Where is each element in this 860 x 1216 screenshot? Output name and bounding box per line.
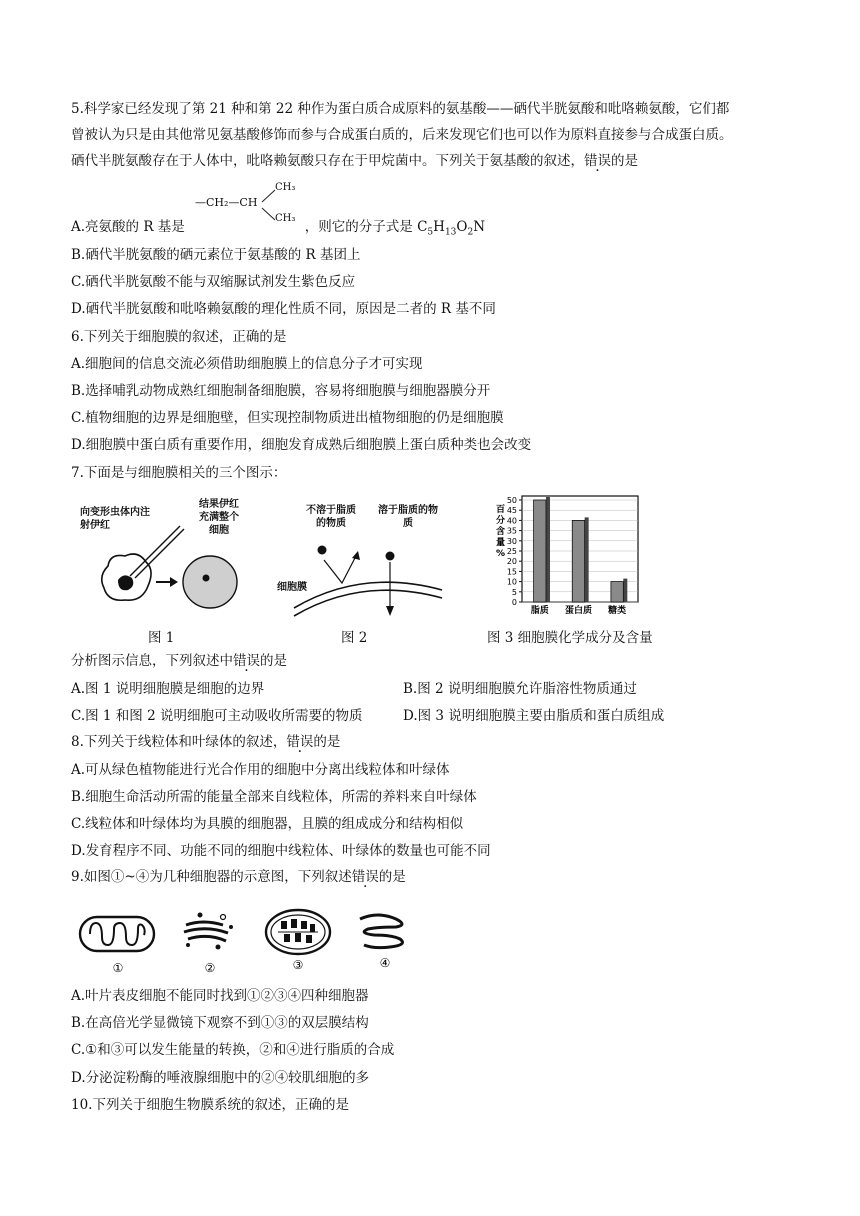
q7-analysis: 分析图示信息，下列叙述中错误的是 [71,653,287,669]
figure-2-membrane [272,498,452,618]
organelle-label-2: ② [204,961,216,975]
fig2-label-a: 不溶于脂质的物质 [306,505,356,529]
q5-option-b: B.硒代半胱氨酸的硒元素位于氨基酸的 R 基团上 [71,247,361,263]
q8-option-a: A.可从绿色植物能进行光合作用的细胞中分离出线粒体和叶绿体 [71,762,450,778]
fig1-label-right: 结果伊红充满整个细胞 [199,499,239,536]
q8-option-d: D.发育程序不同、功能不同的细胞中线粒体、叶绿体的数量也可能不同 [71,843,491,859]
y-tick-label: 20 [506,557,517,567]
chart-ylabel-char: 百 [496,505,506,515]
golgi-apparatus-icon [184,913,233,950]
chloroplast-icon [266,910,330,954]
fig1-label-left: 向变形虫体内注射伊红 [80,507,150,531]
q9-option-c: C.①和③可以发生能量的转换，②和④进行脂质的合成 [71,1042,395,1058]
q5-line2: 曾被认为只是由其他常见氨基酸修饰而参与合成蛋白质的，后来发现它们也可以作为原料直接参与合成蛋白质。 [71,127,733,143]
q7-option-c: C.图 1 和图 2 说明细胞可主动吸收所需要的物质 [71,708,363,724]
q6-option-c: C.植物细胞的边界是细胞壁，但实现控制物质进出植物细胞的仍是细胞膜 [71,410,504,426]
x-tick-label: 脂质 [530,606,549,616]
formula-ch3-top: CH₃ [275,182,296,193]
q7-option-a: A.图 1 说明细胞膜是细胞的边界 [71,681,265,697]
q9-option-b: B.在高倍光学显微镜下观察不到①③的双层膜结构 [71,1015,369,1031]
y-tick-label: 50 [506,496,517,505]
figure-3-bar-chart [488,490,648,616]
q5-option-d: D.硒代半胱氨酸和吡咯赖氨酸的理化性质不同，原因是二者的 R 基不同 [71,301,496,317]
q7-stem: 7.下面是与细胞膜相关的三个图示： [71,465,287,481]
fig2-label-b: 溶于脂质的物质 [378,505,438,529]
emphasis-mark: 错误 [286,734,314,750]
emphasis-mark: 错误 [351,869,379,885]
y-tick-label: 10 [506,577,517,587]
q5-option-c: C.硒代半胱氨酸不能与双缩脲试剂发生紫色反应 [71,274,356,290]
formula-ch3-bottom: CH₃ [275,213,296,224]
bar-side [585,517,589,602]
organelle-label-3: ③ [292,958,304,972]
figure-1-amoeba [80,498,240,613]
q6-option-a: A.细胞间的信息交流必须借助细胞膜上的信息分子才可实现 [71,356,423,372]
y-tick-label: 0 [511,598,517,607]
y-tick-label: 40 [506,516,517,526]
y-tick-label: 5 [511,587,517,597]
mitochondrion-icon [80,917,154,951]
fig3-caption: 图 3 细胞膜化学成分及含量 [487,630,653,646]
q7-option-d: D.图 3 说明细胞膜主要由脂质和蛋白质组成 [403,708,665,724]
q6-option-d: D.细胞膜中蛋白质有重要作用，细胞发育成熟后细胞膜上蛋白质种类也会改变 [71,437,532,453]
q8-option-c: C.线粒体和叶绿体均为具膜的细胞器，且膜的组成成分和结构相似 [71,816,464,832]
chart-ylabel-char: % [496,549,506,559]
q6-stem: 6.下列关于细胞膜的叙述，正确的是 [71,329,287,345]
fig1-caption: 图 1 [148,630,175,646]
organelle-label-4: ④ [379,956,391,970]
q9-option-a: A.叶片表皮细胞不能同时找到①②③④四种细胞器 [71,988,369,1004]
q9-stem: 9.如图①~④为几种细胞器的示意图，下列叙述错误的是 [71,869,406,885]
formula-main: —CH₂—CH [195,196,258,209]
q8-stem: 8.下列关于线粒体和叶绿体的叙述，错误的是 [71,734,341,750]
y-tick-label: 35 [506,526,517,536]
emphasis-mark: 错误 [233,653,260,669]
bar-side [623,579,627,602]
q6-option-b: B.选择哺乳动物成熟红细胞制备细胞膜，容易将细胞膜与细胞器膜分开 [71,383,491,399]
chart-ylabel-char: 含 [496,527,506,537]
emphasis-mark: 错误 [584,153,611,169]
q10-stem: 10.下列关于细胞生物膜系统的叙述，正确的是 [71,1097,349,1113]
q7-option-b: B.图 2 说明细胞膜允许脂溶性物质通过 [403,681,637,697]
q8-option-b: B.细胞生命活动所需的能量全部来自线粒体，所需的养料来自叶绿体 [71,789,477,805]
q5-line3: 硒代半胱氨酸存在于人体中，吡咯赖氨酸只存在于甲烷菌中。下列关于氨基酸的叙述，错误的是 [71,153,638,169]
organelle-figures [78,905,428,975]
bar-side [546,497,550,602]
fig2-caption: 图 2 [341,630,368,646]
q9-option-d: D.分泌淀粉酶的唾液腺细胞中的②④较肌细胞的多 [71,1070,370,1086]
y-tick-label: 15 [506,567,517,577]
chart-ylabel-char: 分 [496,516,506,526]
y-tick-label: 25 [506,547,517,556]
organelle-label-1: ① [112,961,124,975]
fig2-label-membrane: 细胞膜 [277,582,307,593]
x-tick-label: 蛋白质 [564,606,592,616]
endoplasmic-reticulum-icon [360,915,402,948]
composition-chart [488,490,648,616]
y-tick-label: 45 [506,506,517,516]
chart-ylabel-char: 量 [496,538,506,548]
q5-line1: 5.科学家已经发现了第 21 种和第 22 种作为蛋白质合成原料的氨基酸——硒代半胱氨酸和吡咯赖氨酸，它们都 [71,101,730,117]
bar-蛋白质 [572,520,584,602]
y-tick-label: 30 [506,536,517,546]
x-tick-label: 糖类 [608,606,627,616]
bar-脂质 [534,500,546,602]
bar-糖类 [611,582,623,602]
q5-option-a: A.亮氨酸的 R 基是 ，则它的分子式是 $C_5H_{13}O_2N$ [71,219,486,238]
